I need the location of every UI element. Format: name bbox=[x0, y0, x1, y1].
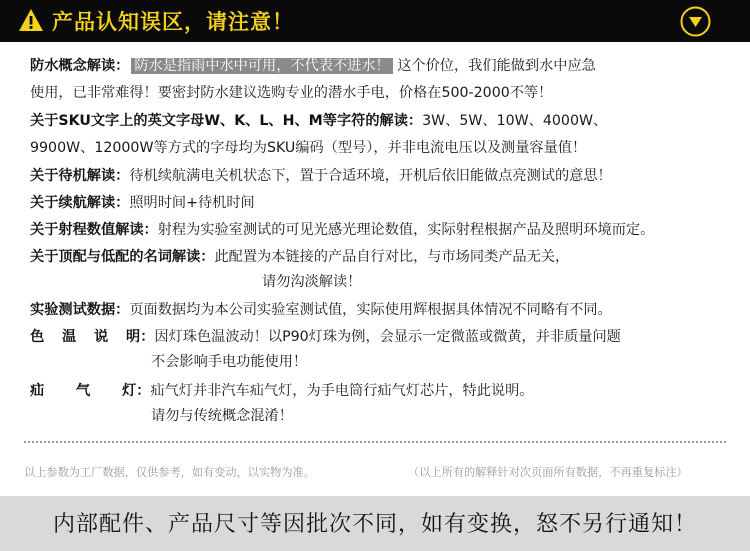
footnote-right: （以上所有的解释针对次页面所有数据，不再重复标注） bbox=[408, 466, 688, 479]
color-temp-label-3: 说 bbox=[94, 329, 109, 345]
xenon-line-2: 请勿与传统概念混淆！ bbox=[151, 408, 293, 424]
footnote-left: 以上参数为工厂数据，仅供参考，如有变动，以实物为准。 bbox=[24, 466, 315, 479]
bottom-notice-bar bbox=[0, 496, 750, 551]
chevron-down-circle-icon[interactable] bbox=[680, 6, 711, 37]
sku-label: 关于SKU文字上的英文字母W、K、L、H、M等字符的解读： bbox=[30, 113, 423, 129]
lab-text: 页面数据均为本公司实验室测试值，实际使用辉根据具体情况不同略有不同。 bbox=[129, 302, 612, 318]
config-label: 关于顶配与低配的名词解读： bbox=[30, 249, 215, 265]
header-title: 产品认知误区，请注意！ bbox=[52, 10, 294, 34]
standby-text: 待机续航满电关机状态下，置于合适环境，开机后依旧能做点亮测试的意思！ bbox=[129, 168, 612, 184]
waterproof-label: 防水概念解读： bbox=[30, 58, 130, 74]
xenon-text: 疝气灯并非汽车疝气灯，为手电筒行疝气灯芯片，特此说明。 bbox=[150, 383, 534, 399]
config-text: 此配置为本链接的产品自行对比，与市场同类产品无关， bbox=[214, 249, 570, 265]
endurance-label: 关于续航解读： bbox=[30, 195, 130, 211]
color-temp-label-1: 色 bbox=[30, 329, 45, 345]
sku-line-1 bbox=[30, 110, 607, 132]
color-temp-line-2: 不会影响手电功能使用！ bbox=[151, 354, 308, 370]
standby-label: 关于待机解读： bbox=[30, 168, 130, 184]
xenon-label-1: 疝 bbox=[30, 383, 45, 399]
waterproof-highlight: 防水是指雨中水中可用，不代表不进水！ bbox=[131, 58, 392, 74]
sku-line-2: 9900W、12000W等方式的字母均为SKU编码（型号），并非电流电压以及测量容量值！ bbox=[30, 140, 587, 156]
xenon-line-1 bbox=[30, 380, 533, 402]
endurance-line bbox=[30, 192, 255, 214]
color-temp-text: 因灯珠色温波动！以P90灯珠为例，会显示一定微蓝或微黄，并非质量问题 bbox=[154, 329, 621, 345]
sku-text: 3W、5W、10W、4000W、 bbox=[422, 113, 608, 129]
color-temp-line-1 bbox=[30, 326, 621, 348]
range-line bbox=[30, 219, 654, 241]
config-line-2: 请勿沟淡解读！ bbox=[262, 274, 362, 290]
warning-header bbox=[0, 0, 750, 42]
waterproof-text: 这个价位，我们能做到水中应急 bbox=[397, 58, 596, 74]
range-label: 关于射程数值解读： bbox=[30, 222, 158, 238]
color-temp-label-4: 明： bbox=[126, 329, 155, 345]
waterproof-line-2: 使用，已非常难得！要密封防水建议选购专业的潜水手电，价格在500-2000不等！ bbox=[30, 85, 553, 101]
color-temp-label-2: 温 bbox=[62, 329, 77, 345]
lab-label: 实验测试数据： bbox=[30, 302, 130, 318]
xenon-label-3: 灯： bbox=[122, 383, 151, 399]
lab-line bbox=[30, 299, 612, 321]
footnote bbox=[24, 464, 688, 480]
xenon-label-2: 气 bbox=[76, 383, 91, 399]
waterproof-line-1 bbox=[30, 55, 596, 77]
warning-triangle-icon bbox=[18, 8, 44, 32]
standby-line bbox=[30, 165, 612, 187]
config-line-1 bbox=[30, 246, 569, 268]
bottom-notice: 内部配件、产品尺寸等因批次不同，如有变换，怒不另行通知！ bbox=[52, 512, 697, 537]
endurance-text: 照明时间+待机时间 bbox=[129, 195, 255, 211]
range-text: 射程为实验室测试的可见光感光理论数值，实际射程根据产品及照明环境而定。 bbox=[157, 222, 655, 238]
dotted-divider bbox=[24, 441, 726, 443]
